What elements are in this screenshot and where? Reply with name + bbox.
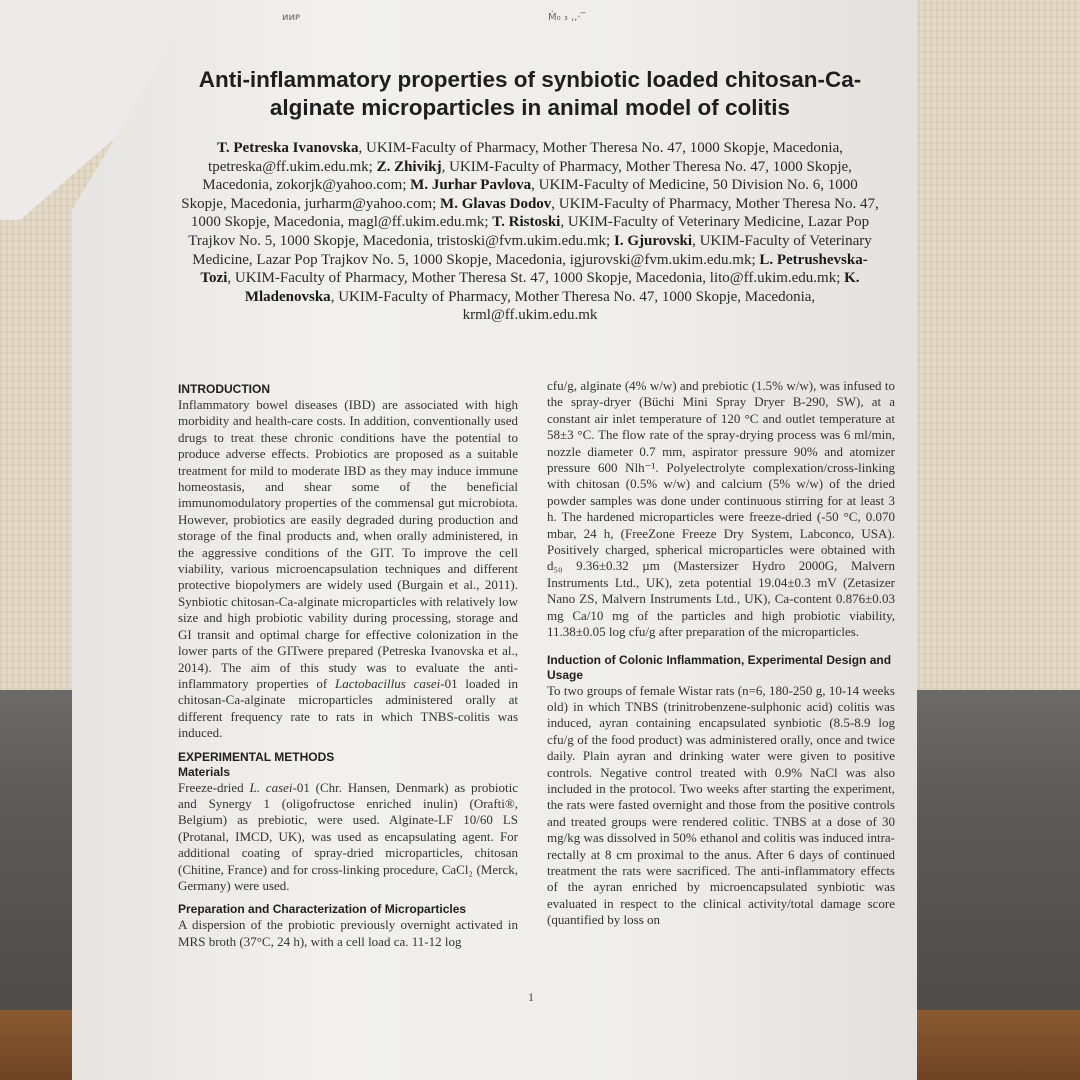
preparation-heading: Preparation and Characterization of Microparticles [178,902,467,917]
header-mark-left: ᴎᴎᴘ [282,12,301,23]
author-affiliation: , UKIM-Faculty of Medicine, 50 Division No. 6, 1000 Skopje, Macedonia, jurharm@yahoo.com; [181,177,858,212]
author-affiliation: , UKIM-Faculty of Pharmacy, Mother Theresa No. 47, 1000 Skopje, Macedonia, magl@ff.ukim.edu.mk; [190,195,879,231]
preparation-continued-paragraph: cfu/g, alginate (4% w/w) and prebiotic (1.5% w/w), was infused to the spray-dryer (Büchi Mini Spray Dryer B-290, SW), at a constant air inlet temperature of 120 °C and outlet temperature at 58±3 °C. The flow rate of the spray-drying process was 6 ml/min, nozzle diameter 0.7 mm, aspirator pressure 90% and atomizer pressure 600 Nlh⁻¹. Polyelectrolyte complexation/cross-linking with chitosan (0.5% w/w) and calcium (5% w/w) of the dried powder samples was done under continuous stirring for at least 3 h. The hardened microparticles were freeze-dried (-50 °C, 0.070 mbar, 24 h, (FreeZone Freeze Dry System, Labconco, USA). Positively charged, spherical microparticles were obtained with d₅₀ 9.36±0.32 µm (Mastersizer Hydro 2000G, Malvern Instruments Ltd., UK), zeta potential 19.04±0.3 mV (Zetasizer Nano ZS, Malvern Instruments Ltd., UK), Ca-content 0.876±0.03 mg Ca/10 mg of the particles and high probiotic viability, 11.38±0.05 log cfu/g after preparation of the microparticles. [547,378,895,640]
author-affiliation: , UKIM-Faculty of Veterinary Medicine, Lazar Pop Trajkov No. 5, 1000 Skopje, Macedonia, igjurovski@fvm.ukim.edu.mk; [192,232,872,268]
introduction-text-tail: -01 loaded in chitosan-Ca-alginate microparticles administered orally at different frequency rate to rats in which TNBS-colitis was induced. [178,675,518,741]
species-name: Lactobacillus casei [334,675,441,691]
author-name: I. Gjurovski [613,232,693,249]
author-affiliation: , UKIM-Faculty of Pharmacy, Mother Theresa No. 47, 1000 Skopje, Macedonia, krml@ff.ukim.edu.mk [330,288,816,324]
preparation-paragraph: A dispersion of the probiotic previously overnight activated in MRS broth (37°C, 24 h), with a cell load ca. 11-12 log [178,917,518,949]
author-affiliation: , UKIM-Faculty of Veterinary Medicine, Lazar Pop Trajkov No. 5, 1000 Skopje, Macedonia, tristoski@fvm.ukim.edu.mk; [188,214,870,249]
introduction-text: Inflammatory bowel diseases (IBD) are associated with high morbidity and health-care costs. In addition, conventionally used drugs to treat these chronic conditions have the potential to produce adverse effects. Probiotics are proposed as a suitable treatment for mild to moderate IBD as they may induce immune homeostasis, and shear some of the beneficial immunomodulatory properties of the commensal gut microbiota. However, probiotics are easily degraded during production and storage of the final products and, when orally administered, in the aggressive conditions of the GIT. To improve the cell viability, various microencapsulation techniques and different protective biopolymers are widely used (Burgain et al., 2011). Synbiotic chitosan-Ca-alginate microparticles with relatively low size and high probiotic vability during processing, storage and GI transit and optimal charge for effective colonization in the lower parts of the GITwere prepared (Petreska Ivanovska et al., 2014). The aim of this study was to evaluate the anti-inflammatory properties of [178,397,518,691]
author-affiliation: , UKIM-Faculty of Pharmacy, Mother Theresa No. 47, 1000 Skopje, Macedonia, tpetreska@ff.ukim.edu.mk; [208,140,844,175]
author-affiliation: , UKIM-Faculty of Pharmacy, Mother Theresa No. 47, 1000 Skopje, Macedonia, zokorjk@yahoo.com; [202,158,852,194]
materials-heading: Materials [178,764,231,779]
author-name: K. Mladenovska [244,270,860,305]
induction-heading: Induction of Colonic Inflammation, Experimental Design and Usage [547,652,892,682]
left-column [178,382,518,950]
header-mark-right: Ṁ₀ ₃ ,,·‾ [548,12,586,23]
page-number: 1 [528,990,534,1004]
materials-text: -01 (Chr. Hansen, Denmark) as probiotic and Synergy 1 (oligofructose enriched inulin) (Orafti®, Belgium) as prebiotic, were used. Alginate-LF 10/60 LS (Protanal, IMCD, UK), was used as encapsulating agent. For additional coating of spray-dried microparticles, chitosan (Chitine, France) and for cross-linking procedure, CaCl₂ (Merck, Germany) were used. [178,779,518,893]
author-list [180,139,880,325]
materials-paragraph [178,780,518,895]
author-name: L. Petrushevska-Tozi [200,251,868,287]
introduction-paragraph [178,397,518,742]
author-name: M. Jurhar Pavlova [410,177,532,194]
paper-title: Anti-inflammatory properties of synbiotic loaded chitosan-Ca-alginate microparticles in animal model of colitis [198,67,862,120]
introduction-heading: INTRODUCTION [178,382,270,396]
author-name: T. Petreska Ivanovska [216,140,359,156]
methods-heading: EXPERIMENTAL METHODS [178,749,335,764]
species-name: L. casei [249,779,293,795]
author-name: Z. Zhivikj [376,158,442,175]
induction-paragraph: To two groups of female Wistar rats (n=6, 180-250 g, 10-14 weeks old) in which TNBS (trinitrobenzene-sulphonic acid) colitis was induced, ayran containing encapsulated synbiotic (8.5-8.9 log cfu/g of the food product) was administered orally, once and twice daily. Plain ayran and drinking water were given to positive controls. Negative control treated with 0.9% NaCl was also included in the protocol. Two weeks after starting the experiment, the rats were fasted overnight and those from the positive controls and treated groups were rendered colitic. TNBS at a dose of 30 mg/kg was dissolved in 50% ethanol and colitis was induced intra-rectally at 8 cm proximal to the anus. After 6 days of continued treatment the rats were sacrificed. The anti-inflammatory effects of the ayran enriched by microencapsulated synbiotic was evaluated in respect to the clinical activity/total damage score (quantified by loss on [547,682,895,928]
author-name: T. Ristoski [492,214,561,231]
author-affiliation: , UKIM-Faculty of Pharmacy, Mother Theresa St. 47, 1000 Skopje, Macedonia, lito@ff.ukim.edu.mk; [227,270,845,287]
right-column [547,378,895,929]
materials-text-pre: Freeze-dried [178,779,250,795]
author-name: M. Glavas Dodov [440,195,552,212]
